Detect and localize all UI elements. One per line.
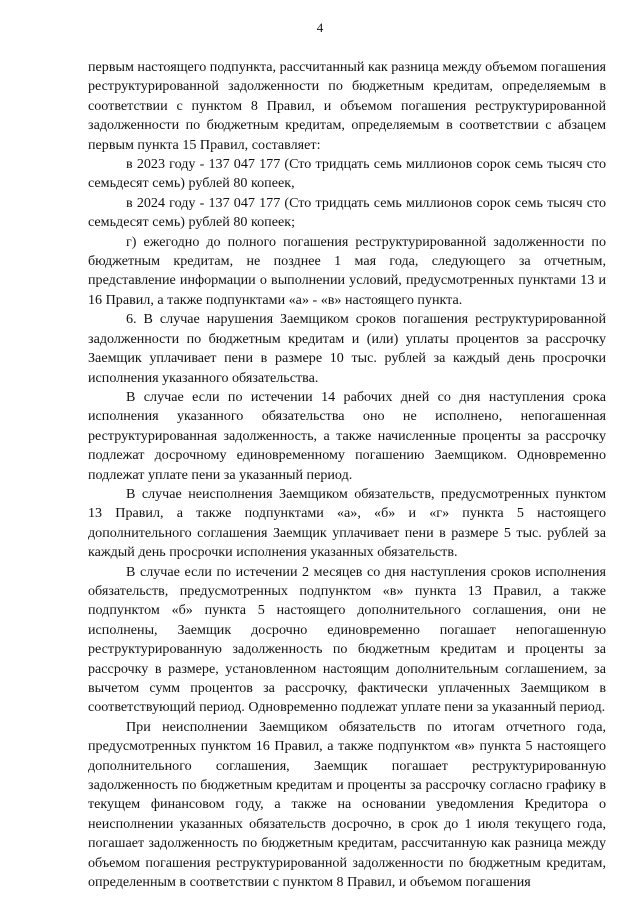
paragraph-2023-amount: в 2023 году - 137 047 177 (Сто тридцать семь миллионов сорок семь тысяч сто семьдесят семь) рублей 80 копеек, bbox=[88, 156, 606, 192]
document-body bbox=[88, 58, 606, 892]
paragraph-annual-results: При неисполнении Заемщиком обязательств по итогам отчетного года, предусмотренных пунктом 16 Правил, а также подпунктом «в» пункта 5 настоящего дополнительного соглашения, Заемщик погашает реструктурированную задолженность по бюджетным кредитам и проценты за рассрочку согласно графику в текущем финансовом году, а также на основании уведомления Кредитора о неисполнении указанных обязательств досрочно, в срок до 1 июля текущего года, погашает задолженность по бюджетным кредитам, рассчитанную как разница между объемом погашения реструктурированной задолженности по бюджетным кредитам, определенным в соответствии с пунктом 8 Правил, и объемом погашения bbox=[88, 718, 606, 891]
paragraph-early-repayment: В случае если по истечении 14 рабочих дней со дня наступления срока исполнения указанного обязательства оно не исполнено, непогашенная реструктурированная задолженность, а также начисленные проценты за рассрочку подлежат досрочному единовременному погашению Заемщиком. Одновременно подлежат уплате пени за указанный период. bbox=[88, 388, 606, 483]
paragraph-penalty-obligations: В случае неисполнения Заемщиком обязательств, предусмотренных пунктом 13 Правил, а также подпунктами «а», «б» и «г» пункта 5 настоящего дополнительного соглашения Заемщик уплачивает пени в размере 5 тыс. рублей за каждый день просрочки исполнения указанных обязательств. bbox=[88, 485, 606, 561]
paragraph-subitem-g: г) ежегодно до полного погашения реструктурированной задолженности по бюджетным кредитам, не позднее 1 мая года, следующего за отчетным, представление информации о выполнении условий, предусмотренных пунктами 13 и 16 Правил, а также подпунктами «а» - «в» настоящего пункта. bbox=[88, 233, 606, 308]
page-number: 4 bbox=[316, 20, 324, 35]
paragraph-two-months: В случае если по истечении 2 месяцев со дня наступления сроков исполнения обязательств, предусмотренных подпунктом «в» пункта 13 Правил, а также подпунктом «б» пункта 5 настоящего дополнительного соглашения, они не исполнены, Заемщик досрочно единовременно погашает непогашенную реструктурированную задолженность по бюджетным кредитам и проценты за рассрочку в размере, установленном настоящим дополнительным соглашением, за вычетом сумм процентов за рассрочку, фактически уплаченных Заемщиком в соответствующий период. Одновременно подлежат уплате пени за указанный период. bbox=[88, 563, 606, 716]
paragraph-clause-6: 6. В случае нарушения Заемщиком сроков погашения реструктурированной задолженности по бюджетным кредитам и (или) уплаты процентов за рассрочку Заемщик уплачивает пени в размере 10 тыс. рублей за каждый день просрочки исполнения указанного обязательства. bbox=[88, 311, 606, 386]
paragraph-continuation: первым настоящего подпункта, рассчитанный как разница между объемом погашения реструктурированной задолженности по бюджетным кредитам, определяемым в соответствии с пунктом 8 Правил, и объемом погашения реструктурированной задолженности по бюджетным кредитам, определяемым в соответствии с абзацем первым пункта 15 Правил, составляет: bbox=[88, 59, 606, 153]
paragraph-2024-amount: в 2024 году - 137 047 177 (Сто тридцать семь миллионов сорок семь тысяч сто семьдесят семь) рублей 80 копеек; bbox=[88, 194, 606, 231]
